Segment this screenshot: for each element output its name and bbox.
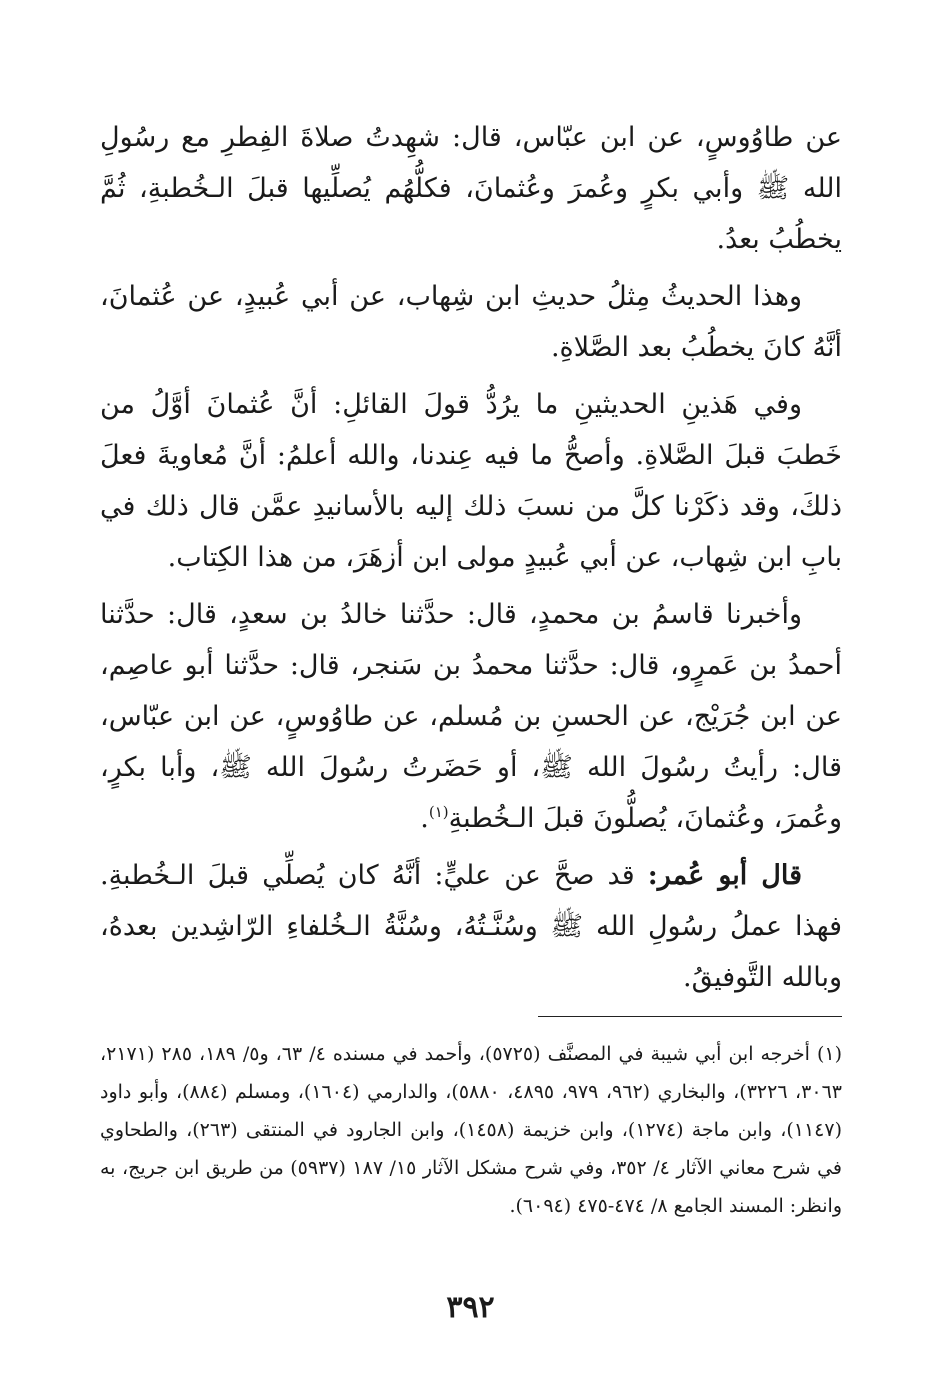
footnote-reference[interactable]: (١) bbox=[428, 803, 449, 821]
paragraph-3: وفي هَذينِ الحديثينِ ما يرُدُّ قولَ القائلِ: أنَّ عُثمانَ أوَّلُ من خَطبَ قبلَ الصَّلاةِ. وأصحُّ ما فيه عِندنا، والله أعلمُ: أنَّ مُعاويةَ فعلَ ذلكَ، وقد ذكَرْنا كلَّ من نسبَ ذلك إليه بالأسانيدِ عمَّن قال ذلك في بابِ ابن شِهاب، عن أبي عُبيدٍ مولى ابن أزهَرَ، من هذا الكِتاب. bbox=[100, 389, 842, 573]
main-text bbox=[100, 112, 842, 1009]
footnote-text: أخرجه ابن أبي شيبة في المصنَّف (٥٧٢٥)، وأحمد في مسنده ٤/ ٦٣، و٥/ ١٨٩، ٢٨٥ (٢١٧١، ٣٠٦٣، ٣٢٢٦)، والبخاري (٩٦٢، ٩٧٩، ٤٨٩٥، ٥٨٨٠)، والدارمي (١٦٠٤)، ومسلم (٨٨٤)، وأبو داود (١١٤٧)، وابن ماجة (١٢٧٤)، وابن خزيمة (١٤٥٨)، وابن الجارود في المنتقى (٢٦٣)، والطحاوي في شرح معاني الآثار ٤/ ٣٥٢، وفي شرح مشكل الآثار ١٥/ ١٨٧ (٥٩٣٧) من طريق ابن جريج، به وانظر: المسند الجامع ٨/ ٤٧٤-٤٧٥ (٦٠٩٤). bbox=[100, 1043, 843, 1217]
paragraph-4-text: وأخبرنا قاسمُ بن محمدٍ، قال: حدَّثنا خالدُ بن سعدٍ، قال: حدَّثنا أحمدُ بن عَمرٍو، قال: حدَّثنا محمدُ بن سَنجر، قال: حدَّثنا أبو عاصِم، عن ابن جُرَيْج، عن الحسنِ بن مُسلم، عن طاوُوسٍ، عن ابن عبّاس، قال: رأيتُ رسُولَ الله ﷺ، أو حَضَرتُ رسُولَ الله ﷺ، وأبا بكرٍ، وعُمرَ، وعُثمانَ، يُصلُّونَ قبلَ الـخُطبةِ bbox=[100, 599, 842, 834]
paragraph-1: عن طاوُوسٍ، عن ابن عبّاس، قال: شهِدتُ صلاةَ الفِطرِ مع رسُولِ الله ﷺ وأبي بكرٍ وعُمرَ وعُثمانَ، فكلُّهُم يُصلِّيها قبلَ الـخُطبةِ، ثُمَّ يخطُبُ بعدُ. bbox=[100, 122, 842, 255]
closing-paragraph bbox=[100, 850, 842, 1003]
closing-text: قد صحَّ عن عليٍّ: أنَّهُ كان يُصلِّي قبلَ الـخُطبةِ. فهذا عملُ رسُولِ الله ﷺ وسُنَّـتُهُ، وسُنَّةُ الـخُلفاءِ الرّاشِدين بعدهُ، وبالله التَّوفيقُ. bbox=[100, 860, 842, 993]
footnote-number: (١) bbox=[816, 1043, 842, 1065]
paragraph-4 bbox=[100, 589, 842, 844]
footnote-divider bbox=[538, 1016, 842, 1017]
closing-label: قال أبو عُمر: bbox=[647, 860, 802, 891]
paragraph-4-end: . bbox=[420, 803, 429, 834]
footnote-block bbox=[100, 1035, 842, 1225]
page-number: ٣٩٢ bbox=[446, 1290, 495, 1325]
paragraph-2: وهذا الحديثُ مِثلُ حديثِ ابن شِهاب، عن أبي عُبيدٍ، عن عُثمانَ، أنَّهُ كانَ يخطُبُ بعد الصَّلاةِ. bbox=[100, 281, 842, 363]
